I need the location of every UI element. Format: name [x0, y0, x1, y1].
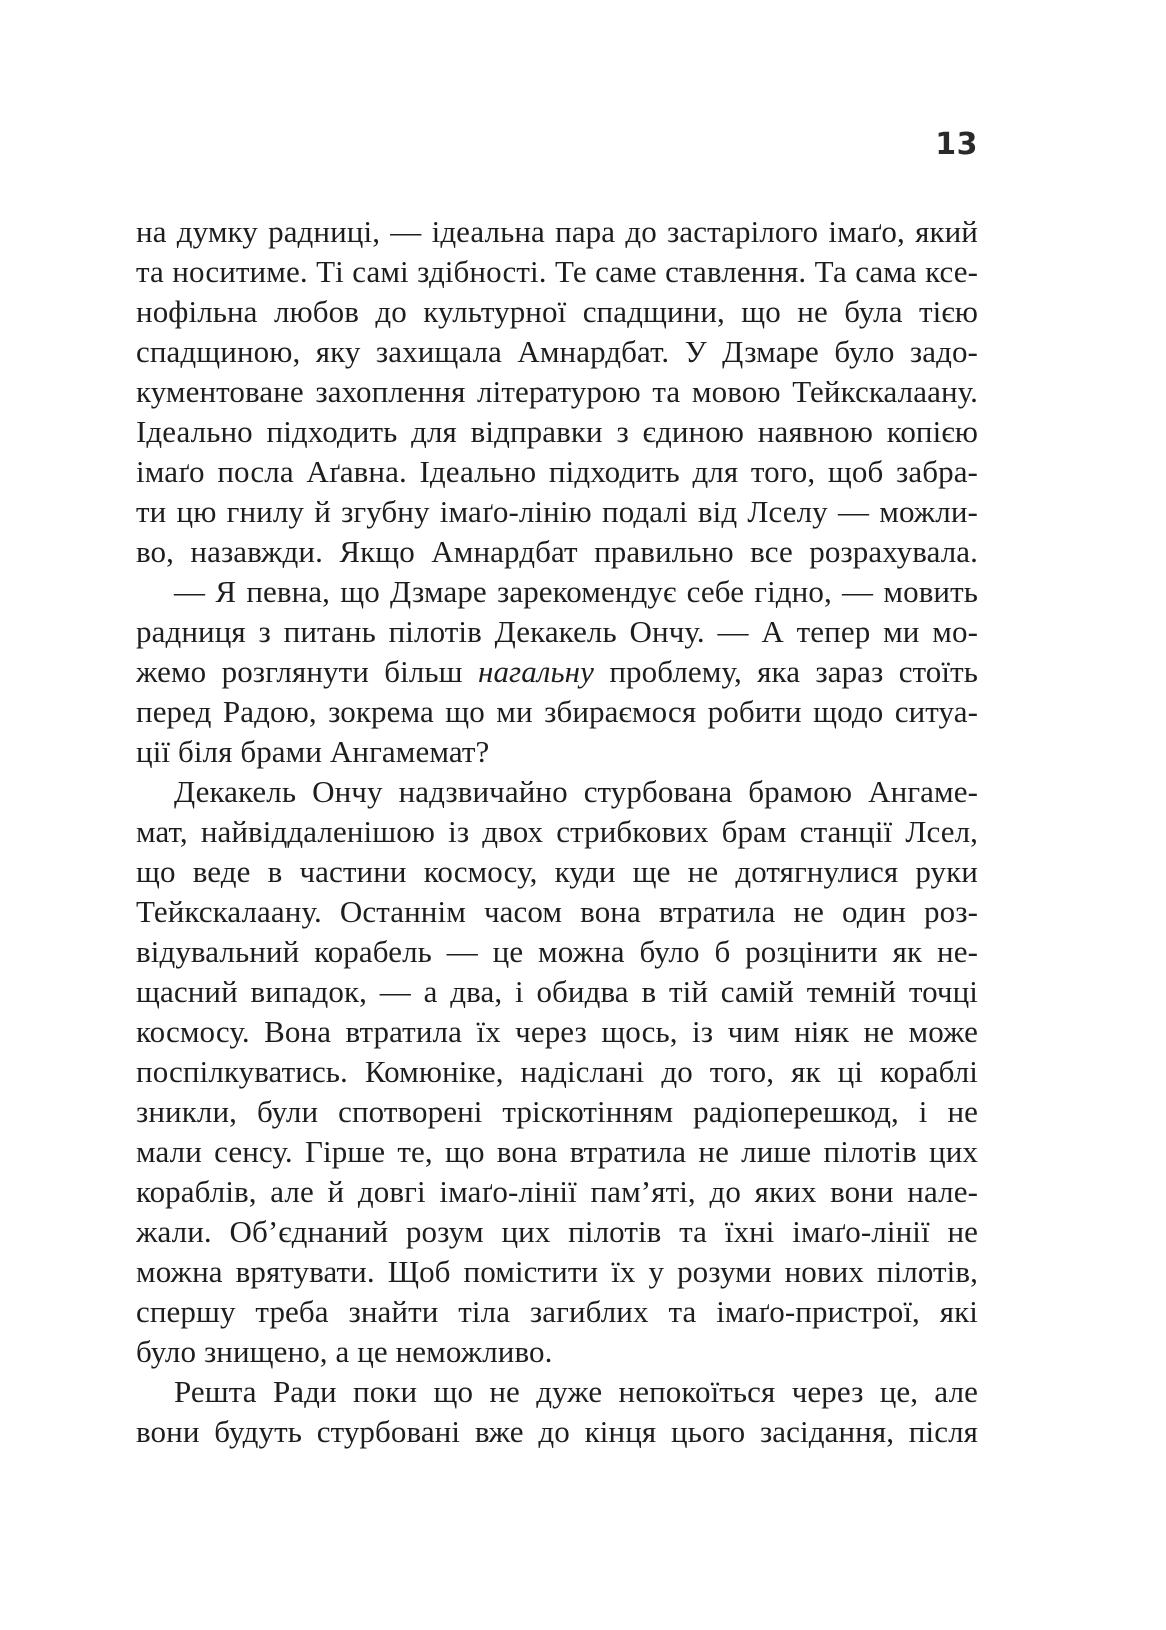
- text-segment: Декакель Ончу надзвичайно стурбована брамою Ангаме-: [174, 774, 978, 809]
- text-segment: зникли, були спотворені тріскотінням радіоперешкод, і не: [136, 1094, 978, 1129]
- text-segment: було знищено, а це неможливо.: [136, 1334, 553, 1369]
- text-segment: жемо розглянути більш: [136, 654, 478, 689]
- text-segment: жали. Об’єднаний розум цих пілотів та їхні імаґо-лінії не: [136, 1214, 978, 1249]
- text-line: [136, 892, 978, 932]
- text-segment: відувальний корабель — це можна було б розцінити як не-: [136, 934, 978, 969]
- text-line: [136, 1252, 978, 1292]
- text-segment: проблему, яка зараз стоїть: [594, 654, 978, 689]
- text-segment: вони будуть стурбовані вже до кінця цього засідання, після: [136, 1414, 978, 1449]
- text-line: [136, 692, 978, 732]
- text-line: [136, 492, 978, 532]
- text-line: [136, 1372, 978, 1412]
- text-segment: кораблів, але й довгі імаґо-лінії пам’яті, до яких вони нале-: [136, 1174, 978, 1209]
- text-line: [136, 1012, 978, 1052]
- text-segment: — Я певна, що Дзмаре зарекомендує себе гідно, — мовить: [174, 574, 978, 609]
- text-line: [136, 1332, 978, 1372]
- text-line: [136, 452, 978, 492]
- text-segment: перед Радою, зокрема що ми збираємося робити щодо ситуа-: [136, 694, 978, 729]
- text-line: [136, 412, 978, 452]
- text-segment: на думку радниці, — ідеальна пара до застарілого імаґо, який: [136, 214, 978, 249]
- text-line: [136, 612, 978, 652]
- text-segment: ції біля брами Ангамемат?: [136, 734, 490, 769]
- text-segment: поспілкуватись. Комюніке, надіслані до того, як ці кораблі: [136, 1054, 978, 1089]
- text-line: [136, 532, 978, 572]
- text-line: [136, 852, 978, 892]
- emphasized-text: нагальну: [477, 654, 595, 689]
- text-line: [136, 212, 978, 252]
- text-line: [136, 1092, 978, 1132]
- text-line: [136, 572, 978, 612]
- page-number: 13: [935, 127, 978, 162]
- text-segment: що веде в частини космосу, куди ще не дотягнулися руки: [136, 854, 978, 889]
- text-segment: космосу. Вона втратила їх через щось, із чим ніяк не може: [136, 1014, 978, 1049]
- text-line: [136, 812, 978, 852]
- text-segment: радниця з питань пілотів Декакель Ончу. — А тепер ми мо-: [136, 614, 978, 649]
- text-line: [136, 972, 978, 1012]
- text-segment: кументоване захоплення літературою та мовою Тейкскалаану.: [136, 374, 978, 409]
- text-line: [136, 1052, 978, 1092]
- text-segment: спадщиною, яку захищала Амнардбат. У Дзмаре було задо-: [136, 334, 978, 369]
- text-segment: Решта Ради поки що не дуже непокоїться через це, але: [174, 1374, 978, 1409]
- text-segment: можна врятувати. Щоб помістити їх у розуми нових пілотів,: [136, 1254, 978, 1289]
- text-line: [136, 292, 978, 332]
- text-line: [136, 732, 978, 772]
- text-segment: мали сенсу. Гірше те, що вона втратила не лише пілотів цих: [136, 1134, 978, 1169]
- text-segment: Тейкскалаану. Останнім часом вона втратила не один роз-: [136, 894, 978, 929]
- text-segment: мат, найвіддаленішою із двох стрибкових брам станції Лсел,: [136, 814, 978, 849]
- text-line: [136, 652, 978, 692]
- text-line: [136, 1132, 978, 1172]
- text-line: [136, 772, 978, 812]
- text-segment: імаґо посла Аґавна. Ідеально підходить для того, щоб забра-: [136, 454, 978, 489]
- text-segment: та носитиме. Ті самі здібності. Те саме ставлення. Та сама ксе-: [136, 254, 978, 289]
- text-line: [136, 932, 978, 972]
- text-segment: во, назавжди. Якщо Амнардбат правильно все розрахувала.: [136, 534, 978, 569]
- text-segment: Ідеально підходить для відправки з єдиною наявною копією: [136, 414, 978, 449]
- text-line: [136, 372, 978, 412]
- text-segment: ти цю гнилу й згубну імаґо-лінію подалі від Лселу — можли-: [136, 494, 978, 529]
- text-segment: нофільна любов до культурної спадщини, що не була тією: [136, 294, 978, 329]
- text-line: [136, 1172, 978, 1212]
- text-segment: спершу треба знайти тіла загиблих та імаґо-пристрої, які: [136, 1294, 978, 1329]
- text-line: [136, 332, 978, 372]
- text-line: [136, 1292, 978, 1332]
- text-block: [136, 212, 978, 1452]
- text-line: [136, 252, 978, 292]
- text-line: [136, 1412, 978, 1452]
- text-line: [136, 1212, 978, 1252]
- text-segment: щасний випадок, — а два, і обидва в тій самій темній точці: [136, 974, 978, 1009]
